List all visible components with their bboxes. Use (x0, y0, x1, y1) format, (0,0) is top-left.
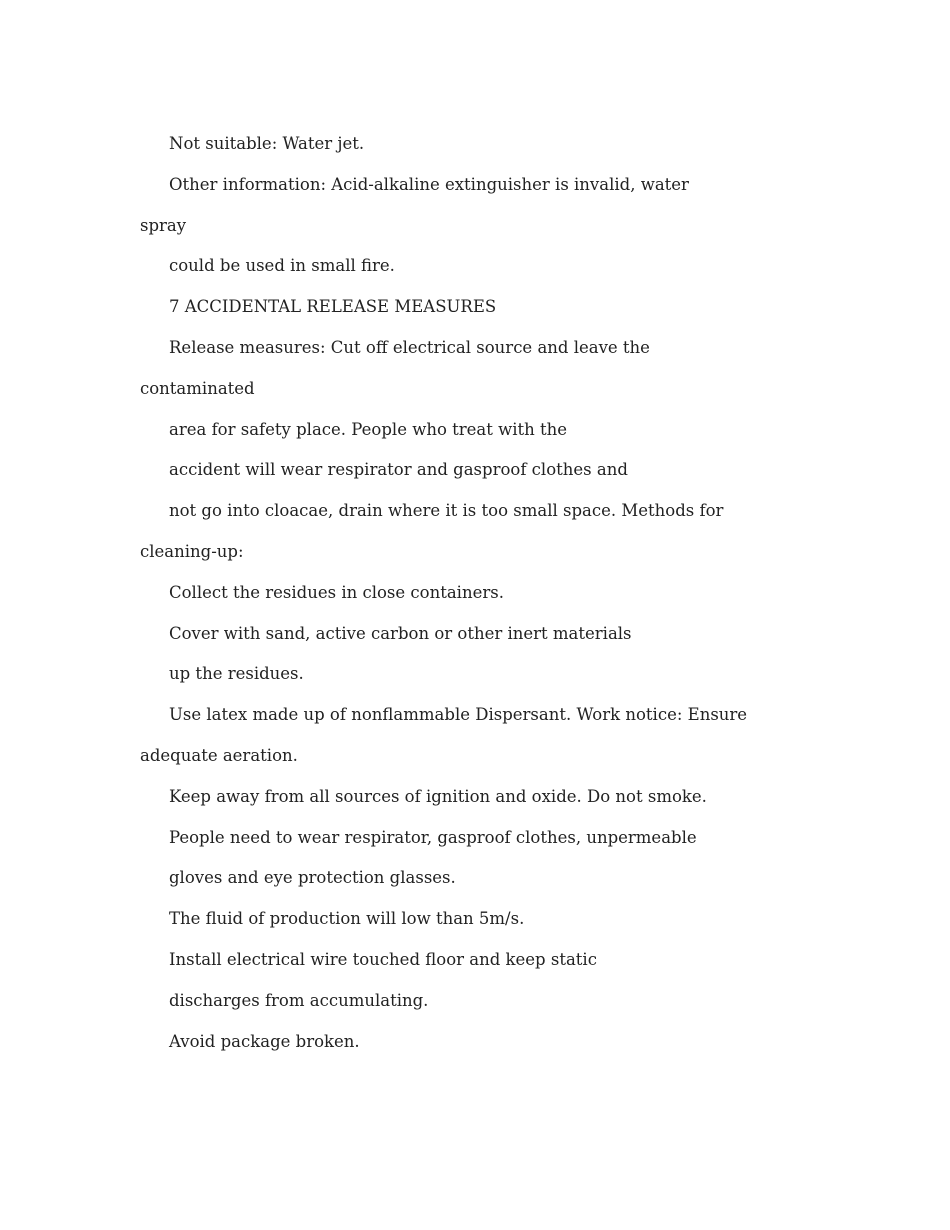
text-line: Not suitable: Water jet. (169, 134, 365, 153)
text-line: Avoid package broken. (169, 1031, 360, 1051)
text-line: discharges from accumulating. (169, 990, 429, 1010)
text-line: Other information: Acid-alkaline extinguisher is invalid, water (169, 174, 689, 194)
text-line: Keep away from all sources of ignition and oxide. Do not smoke. (169, 786, 707, 806)
text-line-wrap: spray (140, 215, 187, 235)
section-heading: 7 ACCIDENTAL RELEASE MEASURES (169, 297, 497, 317)
text-line: The fluid of production will low than 5m/s. (169, 909, 525, 929)
text-line-wrap: cleaning-up: (140, 541, 244, 561)
text-line: Release measures: Cut off electrical source and leave the (169, 337, 650, 357)
text-line: could be used in small fire. (169, 256, 395, 276)
text-line-wrap: adequate aeration. (140, 745, 298, 765)
text-line: Use latex made up of nonflammable Dispersant. Work notice: Ensure (169, 705, 748, 725)
text-line: not go into cloacae, drain where it is too small space. Methods for (169, 501, 724, 521)
document-body (140, 124, 840, 1062)
text-line: Install electrical wire touched floor and keep static (169, 949, 597, 969)
text-line: accident will wear respirator and gasproof clothes and (169, 460, 628, 480)
text-line: People need to wear respirator, gasproof clothes, unpermeable (169, 827, 697, 847)
text-line: gloves and eye protection glasses. (169, 868, 456, 888)
text-line: Cover with sand, active carbon or other inert materials (169, 623, 632, 643)
text-line: up the residues. (169, 664, 304, 684)
text-line-wrap: contaminated (140, 378, 255, 398)
text-line: Collect the residues in close containers. (169, 582, 504, 602)
text-line: area for safety place. People who treat with the (169, 419, 568, 439)
